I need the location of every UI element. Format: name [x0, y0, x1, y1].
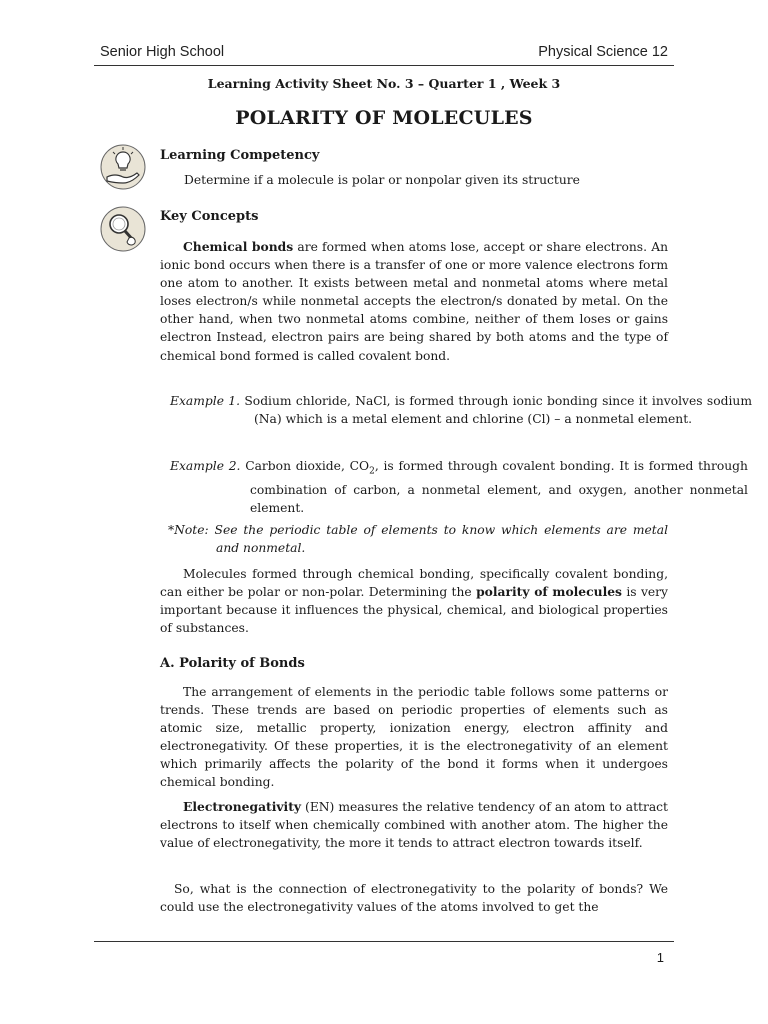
chemical-bonds-term: Chemical bonds	[183, 239, 294, 254]
lightbulb-hand-icon	[99, 143, 147, 191]
section-a-paragraph-3: So, what is the connection of electronegativity to the polarity of bonds? We could use the electronegativity values of the atoms involved to get the	[160, 882, 668, 915]
polarity-term: polarity of molecules	[476, 584, 622, 600]
section-a-paragraph-1: The arrangement of elements in the periodic table follows some patterns or trends. These trends are based on periodic properties of elements such as atomic size, metallic property, ionization energy, electron affinity and electronegativity. Of these properties, it is the electronegativity of an element which primarily affects the polarity of the bond it forms when it undergoes chemical bonding.	[160, 685, 668, 790]
page-number: 1	[656, 950, 664, 965]
section-a-paragraph-2	[160, 798, 668, 852]
competency-text: Determine if a molecule is polar or nonpolar given its structure	[184, 173, 580, 187]
example-2-text-a: Carbon dioxide, CO	[240, 459, 370, 473]
electronegativity-term: Electronegativity	[183, 799, 302, 814]
header-school: Senior High School	[100, 44, 225, 60]
page-title: POLARITY OF MOLECULES	[235, 107, 533, 129]
concepts-paragraph-2-a: Molecules formed through chemical bonding, specifically covalent bonding, can either be polar or non-polar. Determining the	[160, 567, 668, 600]
concepts-heading: Key Concepts	[160, 209, 259, 224]
concepts-paragraph-1-text: are formed when atoms lose, accept or share electrons. An ionic bond occurs when there is a transfer of one or more valence electrons form one atom to another. It exists between metal and nonmetal atoms where metal loses electron/s while nonmetal accepts the electron/s donated by metal. On the other hand, when two nonmetal atoms combine, neither of them loses or gains electron Instead, electron pairs are being shared by both atoms and the type of chemical bond formed is called covalent bond.	[160, 240, 668, 363]
example-2-subscript: 2	[369, 466, 375, 477]
concepts-paragraph-2	[160, 565, 668, 637]
competency-heading: Learning Competency	[160, 148, 320, 163]
example-2-label: Example 2.	[170, 459, 241, 473]
activity-subtitle: Learning Activity Sheet No. 3 – Quarter 1 , Week 3	[207, 76, 561, 91]
concepts-paragraph-2-b: is very important because it influences the physical, chemical, and biological properties of substances.	[160, 585, 668, 636]
example-2-text-b: , is formed through covalent bonding. It is formed through combination of carbon, a nonmetal element, and oxygen, another nonmetal element.	[250, 459, 748, 515]
example-1-label: Example 1.	[170, 394, 241, 408]
footer-rule	[94, 941, 674, 942]
example-1	[170, 392, 752, 428]
periodic-table-note: *Note: See the periodic table of elements to know which elements are metal and nonmetal.	[168, 523, 668, 556]
magnifying-glass-icon	[99, 205, 147, 253]
section-a-heading: A. Polarity of Bonds	[160, 656, 305, 671]
header-subject: Physical Science 12	[538, 44, 668, 60]
section-a-paragraph-2-text: (EN) measures the relative tendency of an atom to attract electrons to itself when chemically combined with another atom. The higher the value of electronegativity, the more it tends to attract electron towards itself.	[160, 800, 668, 851]
header-rule	[94, 65, 674, 66]
example-2	[170, 457, 748, 517]
concepts-paragraph-1	[160, 238, 668, 365]
example-1-text: Sodium chloride, NaCl, is formed through ionic bonding since it involves sodium (Na) which is a metal element and chlorine (Cl) – a nonmetal element.	[240, 394, 752, 427]
